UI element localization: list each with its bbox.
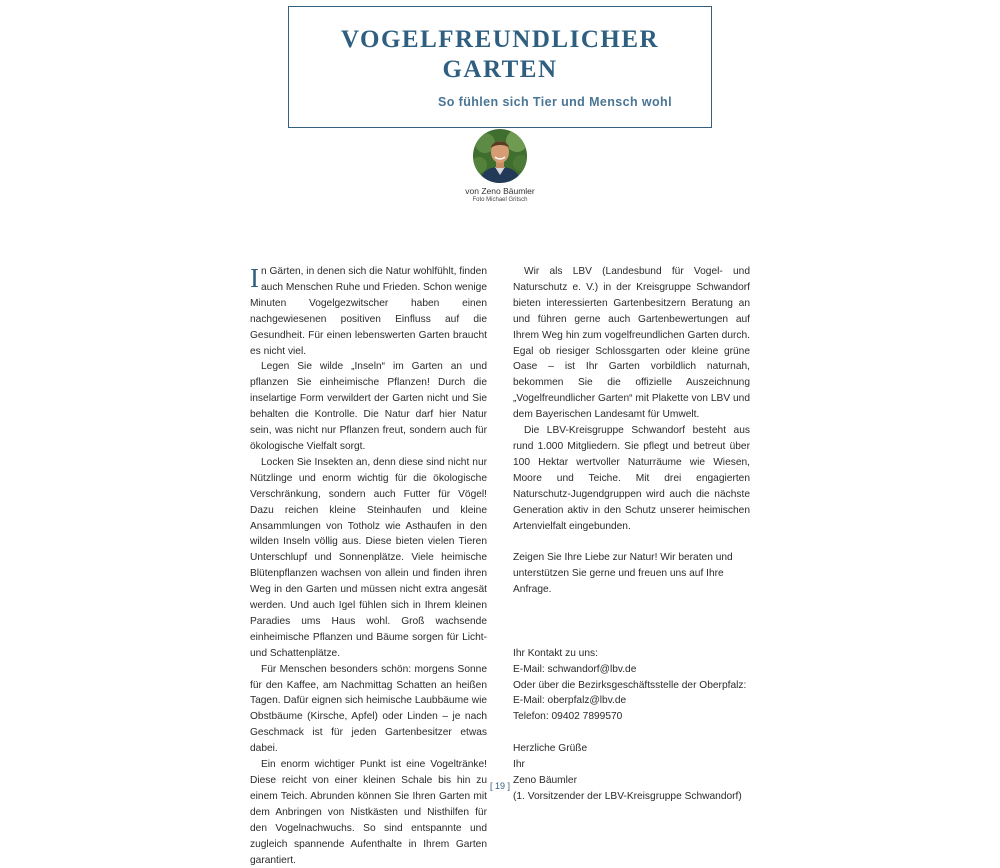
paragraph: Zeigen Sie Ihre Liebe zur Natur! Wir beraten und unterstützen Sie gerne und freuen uns auf Ihre Anfrage. [513, 552, 733, 596]
paragraph: Für Menschen besonders schön: morgens Sonne für den Kaffee, am Nachmittag Schatten an heißen Tagen. Dafür eignen sich heimische Laubbäume wie Obstbäume (Kirsche, Apfel) oder Linden – je nach Geschmack ist für jeden Gartenbesitzer etwas dabei. [250, 663, 487, 755]
article-title [289, 25, 711, 85]
signature-role: (1. Vorsitzender der LBV-Kreisgruppe Schwandorf) [513, 790, 742, 802]
paragraph: Die LBV-Kreisgruppe Schwandorf besteht aus rund 1.000 Mitgliedern. Sie pflegt und betreut über 100 Hektar wertvoller Naturräume wie Wiesen, Moore und Teiche. Mit drei engagierten Naturschutz-Jugendgruppen wird auch die nächste Generation aktiv in den Schutz unserer heimischen Artenvielfalt eingebunden. [513, 425, 750, 532]
closing-ihr: Ihr [513, 759, 525, 771]
contact-phone: Telefon: 09402 7899570 [513, 711, 623, 723]
contact-alt-email: E-Mail: oberpfalz@lbv.de [513, 695, 627, 707]
paragraph: Ein enorm wichtiger Punkt ist eine Vogeltränke! Diese reicht von einer kleinen Schale bis hin zu einem Teich. Abrunden können Sie Ihren Garten mit dem Anbringen von Nistkästen und Nisthilfen für den Vogelnachwuchs. So sind entspannte und zugleich spannende Aufenthalte in Ihrem Garten garantiert. [250, 759, 487, 866]
contact-alt: Oder über die Bezirksgeschäftsstelle der Oberpfalz: [513, 679, 747, 691]
paragraph: Locken Sie Insekten an, denn diese sind nicht nur Nützlinge und enorm wichtig für die ökologische Verschränkung, sondern auch Futter für Vögel! Dazu reichen kleine Steinhaufen und kleine Ansammlungen von Totholz wie Asthaufen in den wilden Inseln völlig aus. Diese bieten vielen Tieren Unterschlupf und Sonnenplätze. Viele heimische Blütenpflanzen wachsen von allein und finden ihren Weg in den Garten und müssen nicht extra angesät werden. Und auch Igel fühlen sich in Ihrem kleinen Paradies ums Haus wohl. Groß wachsende einheimische Pflanzen und Bäume sorgen für Licht- und Schattenplätze. [250, 456, 487, 659]
signature-name: Zeno Bäumler [513, 774, 577, 786]
article-subtitle: So fühlen sich Tier und Mensch wohl [438, 95, 672, 109]
contact-heading: Ihr Kontakt zu uns: [513, 647, 598, 659]
paragraph: Wir als LBV (Landesbund für Vogel- und Naturschutz e. V.) in der Kreisgruppe Schwandorf bieten interessierten Gartenbesitzern Beratung an und führen gerne auch Gartenbewertungen auf Ihrem Weg hin zum vogelfreundlichen Garten durch. Egal ob riesiger Schlossgarten oder kleine grüne Oase – ist Ihr Garten vorbildlich naturnah, bekommen Sie die offizielle Auszeichnung „Vogelfreundlicher Garten“ mit Plakette von LBV und dem Bayerischen Landesamt für Umwelt. [513, 266, 750, 421]
paragraph-text: n Gärten, in denen sich die Natur wohlfühlt, finden auch Menschen Ruhe und Frieden. Schon wenige Minuten Vogelgezwitscher haben einen nachgewiesenen positiven Einfluss auf die Gesundheit. Für einen lebenswerten Garten braucht es nicht viel. [250, 266, 487, 357]
paragraph: Legen Sie wilde „Inseln“ im Garten an und pflanzen Sie einheimische Pflanzen! Durch die inselartige Form verwildert der Garten nicht und Sie behalten die Kontrolle. Die Natur darf hier Natur sein, was nicht nur Pflanzen freut, sondern auch für ökologische Vielfalt sorgt. [250, 361, 487, 452]
right-column [513, 264, 750, 805]
closing: Herzliche Grüße [513, 743, 588, 755]
author-credit: von Zeno Bäumler [465, 186, 535, 196]
author-photo [473, 129, 527, 183]
contact-email: E-Mail: schwandorf@lbv.de [513, 663, 637, 675]
left-column [250, 264, 487, 868]
title-frame [288, 6, 712, 128]
photo-credit: Foto Michael Gritsch [472, 197, 528, 203]
paragraph [250, 264, 487, 359]
page-number: [ 19 ] [489, 781, 510, 791]
drop-cap: I [250, 263, 259, 293]
title-line-1: VOGELFREUNDLICHER [340, 26, 660, 53]
title-line-2: GARTEN [442, 56, 558, 83]
